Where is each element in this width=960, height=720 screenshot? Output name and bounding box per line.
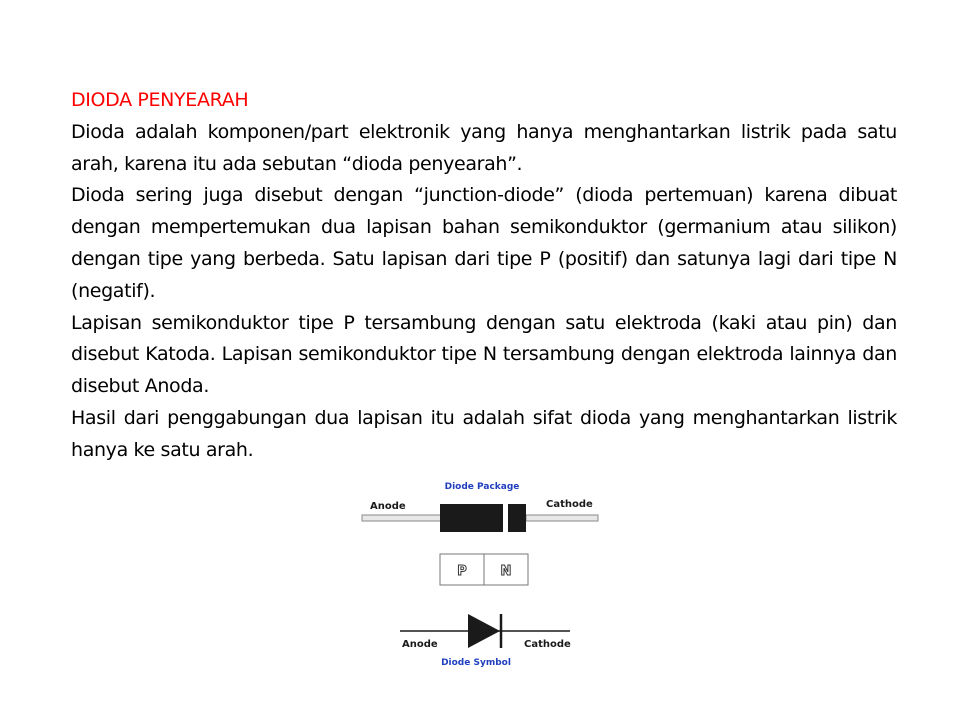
package-anode-label: Anode xyxy=(370,501,406,512)
diode-figure xyxy=(350,474,610,674)
symbol-cathode-label: Cathode xyxy=(524,639,571,650)
package-body xyxy=(440,504,503,532)
page-title: DIODA PENYEARAH xyxy=(71,89,249,111)
p-label: P xyxy=(457,564,467,579)
package-cathode-band xyxy=(508,504,526,532)
diode-diagram xyxy=(350,474,610,674)
paragraph-1: Dioda adalah komponen/part elektronik yang hanya menghantarkan listrik pada satu arah, karena itu ada sebutan “dioda penyearah”. xyxy=(71,120,897,175)
symbol-anode-label: Anode xyxy=(402,639,438,650)
paragraph-2: Dioda sering juga disebut dengan “junction-diode” (dioda pertemuan) karena dibuat dengan mempertemukan dua lapisan bahan semikonduktor (germanium atau silikon) dengan tipe yang berbeda. Satu lapisan dari tipe P (positif) dan satunya lagi dari tipe N (negatif). xyxy=(71,184,897,302)
diode-package-caption: Diode Package xyxy=(444,482,520,492)
package-cathode-lead xyxy=(526,515,598,521)
package-cathode-label: Cathode xyxy=(546,499,593,510)
package-anode-lead xyxy=(362,515,442,521)
diode-triangle-icon xyxy=(468,614,500,648)
paragraph-3: Lapisan semikonduktor tipe P tersambung dengan satu elektroda (kaki atau pin) dan disebut Katoda. Lapisan semikonduktor tipe N tersambung dengan elektroda lainnya dan disebut Anoda. xyxy=(71,311,897,398)
n-label: N xyxy=(500,564,512,579)
text-block xyxy=(71,85,897,467)
diode-symbol-caption: Diode Symbol xyxy=(441,658,511,668)
paragraph-4: Hasil dari penggabungan dua lapisan itu adalah sifat dioda yang menghantarkan listrik hanya ke satu arah. xyxy=(71,406,897,461)
